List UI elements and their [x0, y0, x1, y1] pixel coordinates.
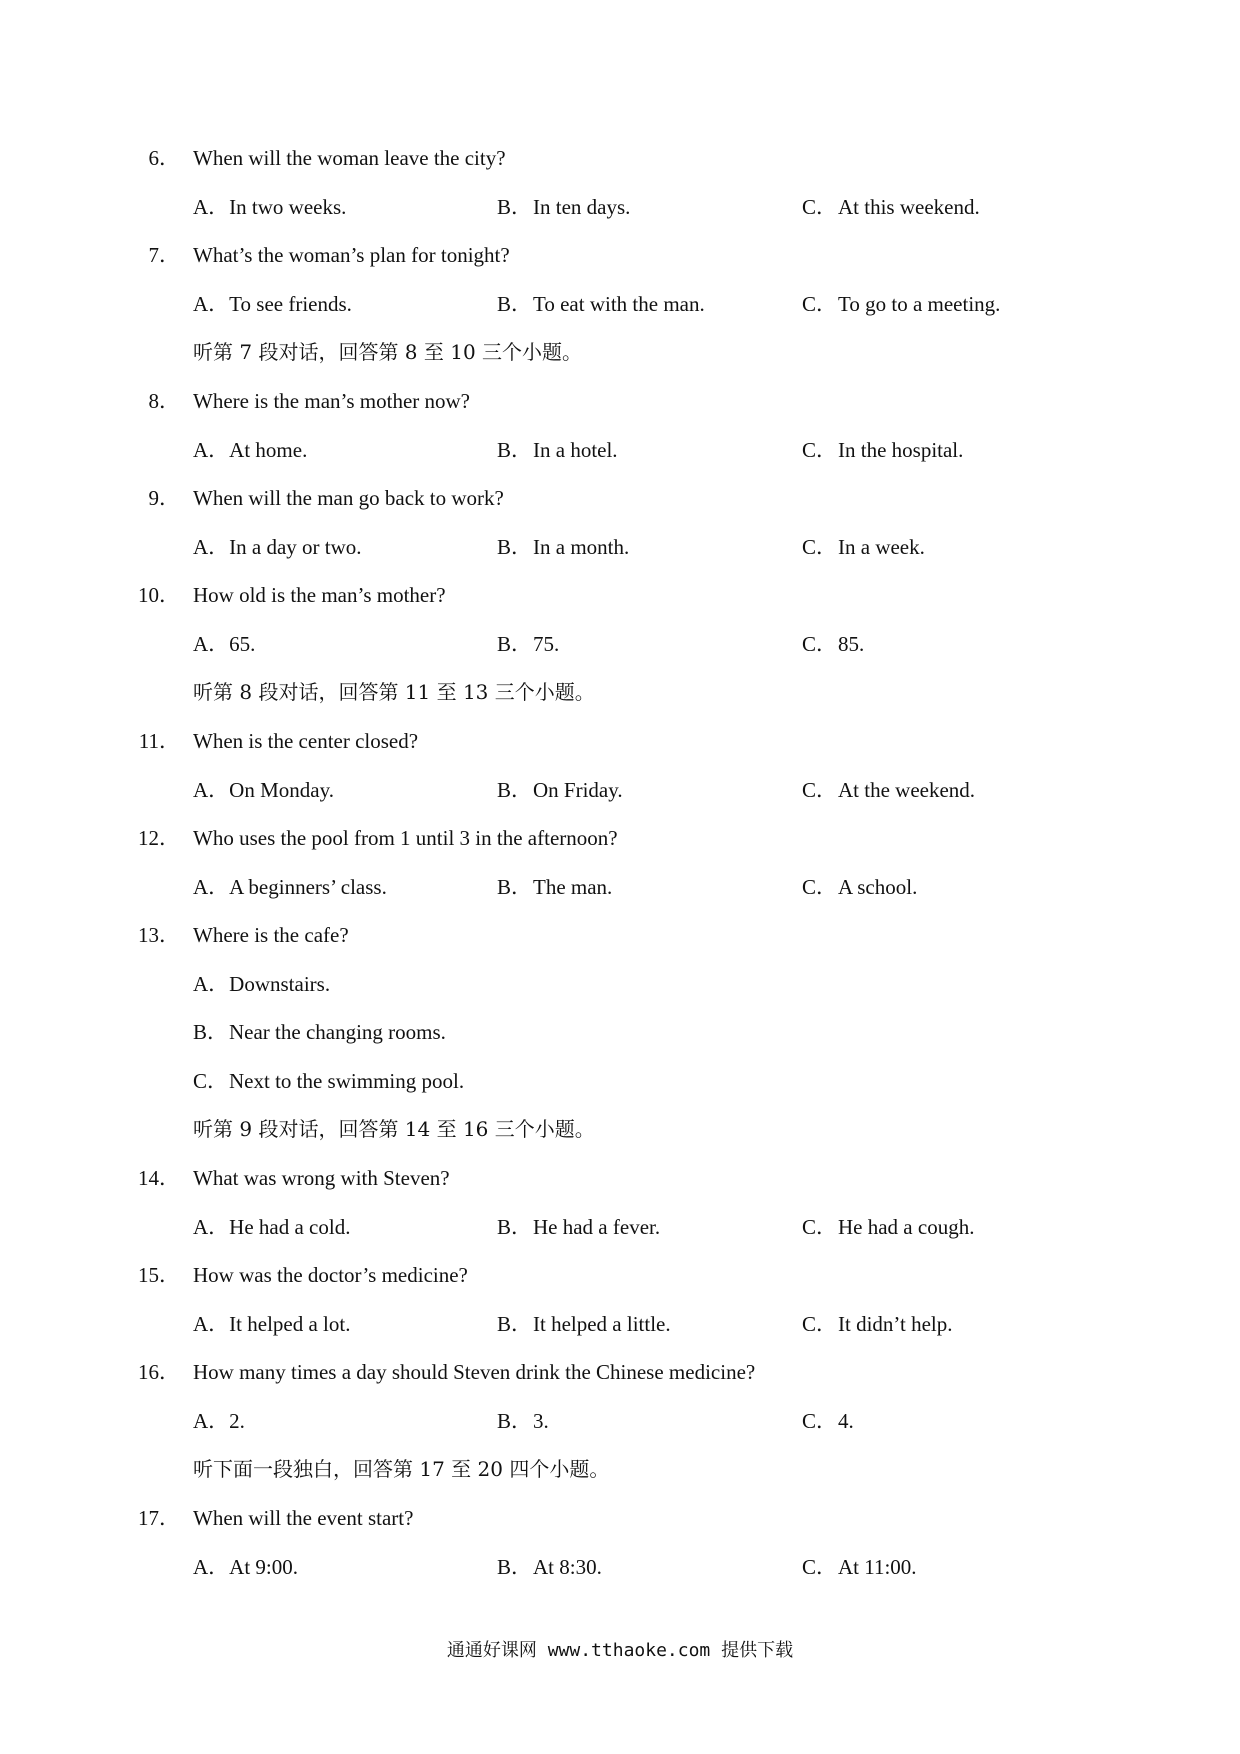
question-number: 10． [138, 583, 180, 607]
options-row [0, 1017, 1240, 1047]
answer-option [497, 1212, 660, 1242]
option-letter: C． [193, 1069, 229, 1093]
option-letter: C． [802, 1555, 838, 1579]
section-text: 听第 7 段对话，回答第 8 至 10 三个小题。 [193, 340, 583, 364]
options-row [0, 872, 1240, 902]
section-instruction [0, 337, 1240, 367]
option-letter: A． [193, 1555, 230, 1579]
question-row [0, 1163, 1240, 1193]
options-row [0, 435, 1240, 465]
question-row [0, 143, 1240, 173]
question-number: 15． [138, 1263, 180, 1287]
answer-option [497, 629, 559, 659]
option-text: On Monday. [229, 778, 334, 802]
option-letter: A． [193, 535, 230, 559]
option-letter: B． [497, 875, 533, 899]
option-letter: C． [802, 632, 838, 656]
option-letter: C． [802, 1409, 838, 1433]
option-letter: B． [497, 292, 533, 316]
option-text: In two weeks. [229, 195, 347, 219]
option-text: Next to the swimming pool. [229, 1069, 465, 1093]
answer-option [193, 1552, 298, 1582]
option-text: The man. [533, 875, 613, 899]
answer-option [497, 1309, 671, 1339]
question-row [0, 823, 1240, 853]
answer-option [802, 872, 917, 902]
option-text: On Friday. [533, 778, 623, 802]
option-text: In a day or two. [229, 535, 362, 559]
option-text: At 9:00. [229, 1555, 299, 1579]
answer-option [193, 1309, 350, 1339]
answer-option [193, 192, 346, 222]
options-row [0, 1406, 1240, 1436]
question-text: Where is the man’s mother now? [193, 389, 470, 413]
question-number: 8． [148, 389, 180, 413]
answer-option [802, 289, 1000, 319]
option-letter: C． [802, 875, 838, 899]
option-letter: A． [193, 438, 230, 462]
option-text: At home. [229, 438, 308, 462]
question-text: How many times a day should Steven drink the Chinese medicine? [193, 1360, 756, 1384]
question-text: When is the center closed? [193, 729, 419, 753]
question-number: 9． [148, 486, 180, 510]
question-row [0, 240, 1240, 270]
options-row [0, 289, 1240, 319]
options-row [0, 775, 1240, 805]
option-text: Downstairs. [229, 972, 331, 996]
option-text: Near the changing rooms. [229, 1020, 446, 1044]
answer-option [193, 1017, 446, 1047]
question-text: When will the woman leave the city? [193, 146, 506, 170]
option-text: At this weekend. [838, 195, 980, 219]
answer-option [802, 192, 980, 222]
option-letter: A． [193, 195, 230, 219]
question-row [0, 386, 1240, 416]
option-letter: B． [497, 1409, 533, 1433]
option-letter: B． [497, 1555, 533, 1579]
section-instruction [0, 1454, 1240, 1484]
option-letter: B． [497, 1312, 533, 1336]
option-letter: B． [497, 632, 533, 656]
question-row [0, 1260, 1240, 1290]
option-text: To see friends. [229, 292, 352, 316]
question-number: 7． [148, 243, 180, 267]
option-text: To go to a meeting. [838, 292, 1001, 316]
option-text: In a month. [533, 535, 630, 559]
option-text: In a week. [838, 535, 925, 559]
option-text: He had a cold. [229, 1215, 351, 1239]
answer-option [193, 532, 362, 562]
question-number: 6． [148, 146, 180, 170]
options-row [0, 192, 1240, 222]
option-text: A beginners’ class. [229, 875, 387, 899]
answer-option [802, 1406, 854, 1436]
option-letter: C． [802, 778, 838, 802]
answer-option [802, 532, 925, 562]
options-row [0, 629, 1240, 659]
option-letter: C． [802, 195, 838, 219]
option-letter: C． [802, 535, 838, 559]
question-row [0, 580, 1240, 610]
option-text: He had a fever. [533, 1215, 661, 1239]
question-text: What was wrong with Steven? [193, 1166, 450, 1190]
option-letter: A． [193, 972, 230, 996]
question-text: What’s the woman’s plan for tonight? [193, 243, 510, 267]
answer-option [497, 532, 629, 562]
page-footer: 通通好课网 www.tthaoke.com 提供下载 [446, 1640, 794, 1661]
option-text: In the hospital. [838, 438, 964, 462]
option-letter: A． [193, 292, 230, 316]
answer-option [802, 435, 963, 465]
option-text: To eat with the man. [533, 292, 705, 316]
option-text: 65. [229, 632, 256, 656]
question-row [0, 726, 1240, 756]
question-text: When will the man go back to work? [193, 486, 504, 510]
options-row [0, 1066, 1240, 1096]
answer-option [497, 1406, 549, 1436]
section-text: 听第 9 段对话，回答第 14 至 16 三个小题。 [193, 1117, 595, 1141]
question-number: 12． [138, 826, 180, 850]
question-row [0, 483, 1240, 513]
option-text: At 8:30. [533, 1555, 602, 1579]
section-instruction [0, 1114, 1240, 1144]
options-row [0, 969, 1240, 999]
options-row [0, 1552, 1240, 1582]
option-text: 4. [838, 1409, 854, 1433]
answer-option [193, 1212, 350, 1242]
option-text: 2. [229, 1409, 245, 1433]
option-text: In a hotel. [533, 438, 618, 462]
answer-option [802, 1212, 974, 1242]
question-text: Where is the cafe? [193, 923, 349, 947]
option-letter: B． [497, 778, 533, 802]
option-text: At 11:00. [838, 1555, 917, 1579]
option-text: It helped a little. [533, 1312, 671, 1336]
answer-option [802, 1552, 917, 1582]
option-letter: A． [193, 1409, 230, 1433]
answer-option [193, 629, 255, 659]
options-row [0, 1309, 1240, 1339]
option-letter: A． [193, 1312, 230, 1336]
answer-option [497, 775, 623, 805]
answer-option [193, 1406, 245, 1436]
option-letter: C． [802, 1215, 838, 1239]
answer-option [193, 775, 334, 805]
option-text: 85. [838, 632, 865, 656]
question-number: 11． [138, 729, 180, 753]
answer-option [802, 1309, 953, 1339]
option-text: 3. [533, 1409, 549, 1433]
option-letter: A． [193, 875, 230, 899]
answer-option [193, 435, 307, 465]
option-letter: B． [193, 1020, 229, 1044]
question-text: How was the doctor’s medicine? [193, 1263, 468, 1287]
option-letter: B． [497, 438, 533, 462]
option-letter: B． [497, 1215, 533, 1239]
question-text: How old is the man’s mother? [193, 583, 446, 607]
question-row [0, 1503, 1240, 1533]
answer-option [193, 1066, 464, 1096]
answer-option [497, 872, 612, 902]
option-text: A school. [838, 875, 918, 899]
option-text: 75. [533, 632, 560, 656]
answer-option [802, 775, 975, 805]
section-text: 听下面一段独白，回答第 17 至 20 四个小题。 [193, 1457, 610, 1481]
options-row [0, 532, 1240, 562]
answer-option [802, 629, 864, 659]
option-letter: C． [802, 1312, 838, 1336]
question-row [0, 1357, 1240, 1387]
section-text: 听第 8 段对话，回答第 11 至 13 三个小题。 [193, 680, 595, 704]
option-letter: A． [193, 1215, 230, 1239]
answer-option [193, 969, 330, 999]
answer-option [497, 435, 618, 465]
answer-option [497, 1552, 602, 1582]
option-letter: B． [497, 535, 533, 559]
option-letter: B． [497, 195, 533, 219]
option-text: In ten days. [533, 195, 631, 219]
option-text: It didn’t help. [838, 1312, 953, 1336]
question-number: 13． [138, 923, 180, 947]
option-text: He had a cough. [838, 1215, 975, 1239]
question-text: Who uses the pool from 1 until 3 in the afternoon? [193, 826, 618, 850]
question-number: 14． [138, 1166, 180, 1190]
section-instruction [0, 677, 1240, 707]
answer-option [497, 289, 705, 319]
option-text: It helped a lot. [229, 1312, 351, 1336]
option-letter: C． [802, 292, 838, 316]
answer-option [193, 872, 387, 902]
answer-option [193, 289, 352, 319]
answer-option [497, 192, 630, 222]
option-letter: A． [193, 778, 230, 802]
option-letter: C． [802, 438, 838, 462]
option-text: At the weekend. [838, 778, 976, 802]
question-number: 17． [138, 1506, 180, 1530]
options-row [0, 1212, 1240, 1242]
option-letter: A． [193, 632, 230, 656]
question-number: 16． [138, 1360, 180, 1384]
question-text: When will the event start? [193, 1506, 414, 1530]
question-row [0, 920, 1240, 950]
